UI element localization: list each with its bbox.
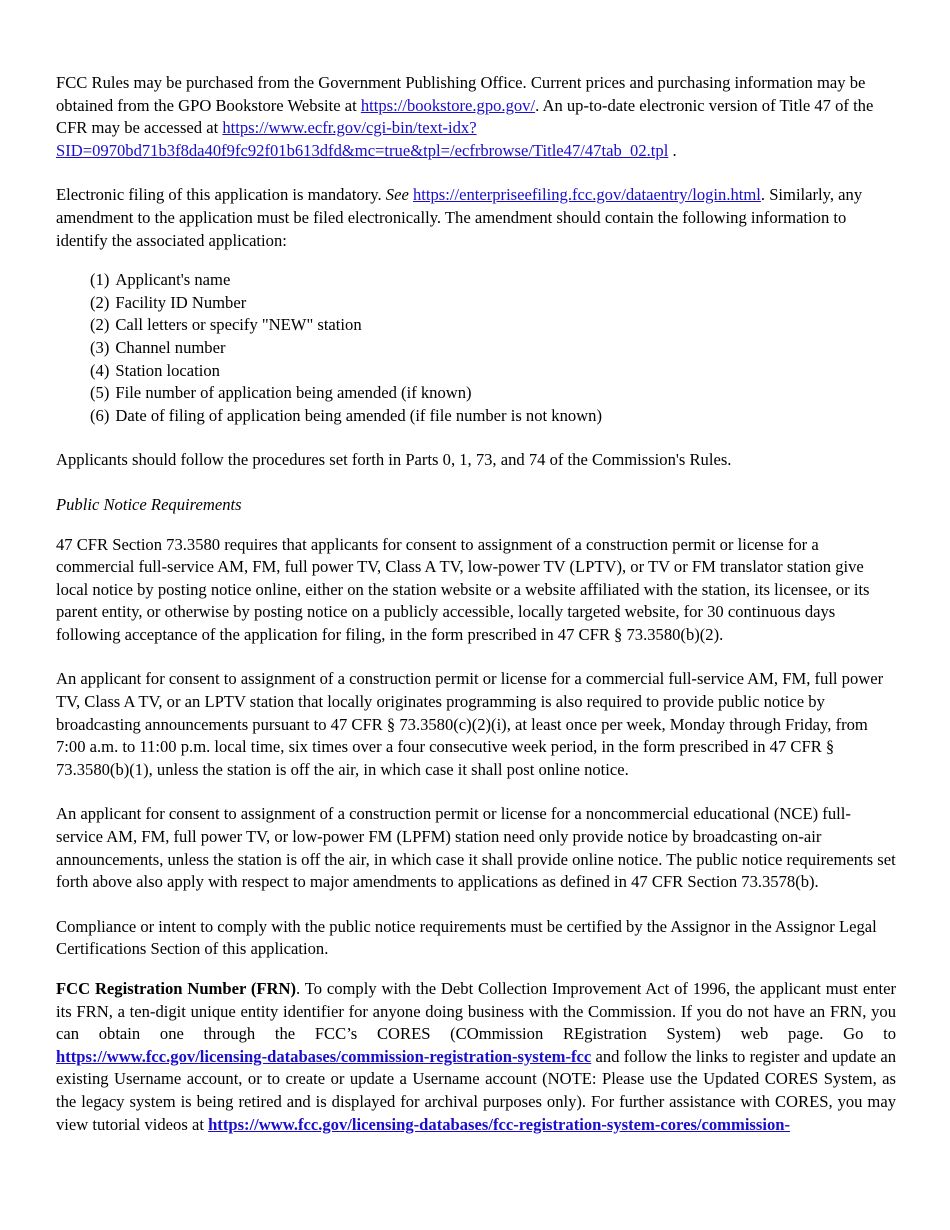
gpo-paragraph: [56, 72, 896, 162]
amendment-info-list: [90, 269, 896, 427]
list-item-number: (4): [90, 360, 110, 380]
frn-label: FCC Registration Number (FRN): [56, 979, 297, 998]
see-emphasis: See: [385, 185, 409, 205]
list-item-label: Date of filing of application being amended (if file number is not known): [115, 405, 602, 425]
public-notice-heading: Public Notice Requirements: [56, 494, 242, 514]
cores-tutorial-link[interactable]: https://www.fcc.gov/licensing-databases/fcc-registration-system-cores/commission-: [208, 1114, 791, 1134]
list-item-number: (2): [90, 315, 110, 335]
amendment-list-item: [90, 360, 896, 383]
gpo-text-b: . An up-to-date electronic version of Title 47 of the CFR may be accessed at: [56, 95, 874, 138]
amendment-list-item: [90, 382, 896, 405]
list-item-number: (1): [90, 270, 110, 290]
electronic-filing-paragraph: [56, 184, 896, 252]
filing-text-b: . Similarly, any amendment to the application must be filed electronically. The amendment should contain the following information to identify the associated application:: [56, 185, 863, 250]
frn-text-b: and follow the links to register and update an existing Username account, or to create or update a Username account (NOTE: Please use the Updated CORES System, as the legacy system is being retired and is displayed for archival purposes only). For further assistance with CORES, you may view tutorial videos at: [56, 1046, 896, 1134]
list-item-number: (2): [90, 292, 110, 312]
amendment-list-item: [90, 405, 896, 428]
amendment-list-item: [90, 314, 896, 337]
broadcast-announcement-paragraph: An applicant for consent to assignment of a construction permit or license for a commercial full-service AM, FM, full power TV, Class A TV, or an LPTV station that locally originates programming is also required to provide public notice by broadcasting announcements pursuant to 47 CFR § 73.3580(c)(2)(i), at least once per week, Monday through Friday, from 7:00 a.m. to 11:00 p.m. local time, six times over a four consecutive week period, in the form prescribed in 47 CFR § 73.3580(b)(1), unless the station is off the air, in which case it shall post online notice.: [56, 669, 884, 779]
list-item-number: (3): [90, 337, 110, 357]
frn-paragraph: [56, 978, 896, 1136]
list-item-number: (6): [90, 405, 110, 425]
cores-registration-link[interactable]: https://www.fcc.gov/licensing-databases/commission-registration-system-fcc: [56, 1046, 592, 1066]
document-page: [56, 72, 896, 1158]
frn-text-a: . To comply with the Debt Collection Improvement Act of 1996, the applicant must enter its FRN, a ten-digit unique entity identifier for anyone doing business with the Commission. If you do not have an FRN, you can obtain one through the FCC’s CORES (COmmission REgistration System) web page. Go to: [56, 979, 896, 1044]
ecfr-title47-link[interactable]: https://www.ecfr.gov/cgi-bin/text-idx?SID=0970bd71b3f8da40f9fc92f01b613dfd&mc=true&tpl=/ecfrbrowse/Title47/47tab_02.tpl: [56, 118, 669, 160]
amendment-list-item: [90, 292, 896, 315]
list-item-label: Call letters or specify "NEW" station: [115, 315, 362, 335]
filing-text-a: Electronic filing of this application is mandatory.: [56, 185, 386, 205]
enterprise-efiling-link[interactable]: https://enterpriseefiling.fcc.gov/dataentry/login.html: [412, 185, 761, 205]
list-item-number: (5): [90, 383, 110, 403]
amendment-list-item: [90, 269, 896, 292]
compliance-paragraph: Compliance or intent to comply with the public notice requirements must be certified by the Assignor in the Assignor Legal Certifications Section of this application.: [56, 916, 877, 959]
nce-notice-paragraph: An applicant for consent to assignment of a construction permit or license for a noncommercial educational (NCE) full-service AM, FM, full power TV, or low-power FM (LPFM) station need only provide notice by broadcasting on-air announcements, unless the station is off the air, in which case it shall provide online notice. The public notice requirements set forth above also apply with respect to major amendments to applications as defined in 47 CFR Section 73.3578(b).: [56, 804, 896, 892]
list-item-label: Applicant's name: [115, 270, 231, 290]
procedures-paragraph: Applicants should follow the procedures set forth in Parts 0, 1, 73, and 74 of the Commission's Rules.: [56, 450, 732, 470]
list-item-label: Facility ID Number: [115, 292, 247, 312]
section-73-3580-paragraph: 47 CFR Section 73.3580 requires that applicants for consent to assignment of a construction permit or license for a commercial full-service AM, FM, full power TV, Class A TV, low-power TV (LPTV), or TV or FM translator station give local notice by posting notice online, either on the station website or a website affiliated with the station, its licensee, or its parent entity, or otherwise by posting notice on a publicly accessible, locally targeted website, for 30 continuous days following acceptance of the application for filing, in the form prescribed in 47 CFR § 73.3580(b)(2).: [56, 534, 870, 644]
amendment-list-item: [90, 337, 896, 360]
gpo-text-a: FCC Rules may be purchased from the Government Publishing Office. Current prices and purchasing information may be obtained from the GPO Bookstore Website at: [56, 73, 866, 115]
list-item-label: Station location: [115, 360, 220, 380]
gpo-bookstore-link[interactable]: https://bookstore.gpo.gov/: [360, 95, 536, 115]
list-item-label: File number of application being amended (if known): [115, 383, 472, 403]
list-item-label: Channel number: [115, 337, 226, 357]
gpo-text-c: .: [668, 140, 677, 160]
